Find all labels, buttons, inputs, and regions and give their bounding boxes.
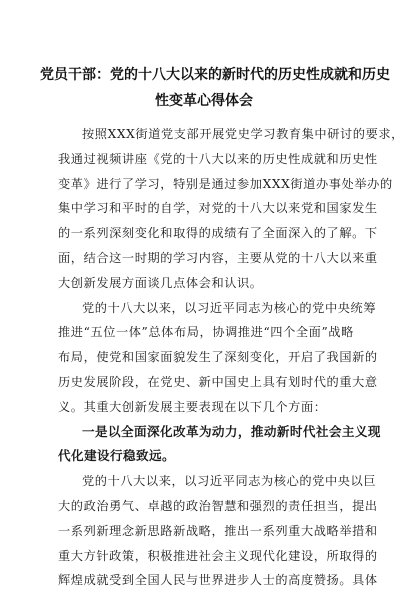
body-text-line: 面，结合这一时期的学习内容，主要从党的十八大以来重 <box>58 250 378 265</box>
body-text-line: 党的十八大以来，以习近平同志为核心的党中央统筹 <box>82 300 377 315</box>
body-text-line: 的一系列深刻变化和取得的成绩有了全面深入的了解。下 <box>58 226 378 241</box>
title-line-2: 性变革心得体会 <box>155 93 253 109</box>
body-text-line: 集中学习和平时的自学，对党的十八大以来党和国家发生 <box>58 201 378 216</box>
body-text-line: 变革》进行了学习，特别是通过参加XXX街道办事处举办的 <box>58 176 393 191</box>
body-text-line: 按照XXX街道党支部开展党史学习教育集中研讨的要求， <box>82 127 404 141</box>
section-heading-line: 代化建设行稳致远。 <box>58 448 175 464</box>
body-text-line: 一系列新理念新思路新战略，推出一系列重大战略举措和 <box>58 523 378 538</box>
body-text-line: 历史发展阶段，在党史、新中国史上具有划时代的重大意 <box>58 374 378 389</box>
body-text-line: 辉煌成就受到全国人民与世界进步人士的高度赞扬。具体 <box>58 573 378 588</box>
document-body <box>58 122 404 593</box>
body-text-line: 我通过视频讲座《党的十八大以来的历史性成就和历史性 <box>58 151 378 166</box>
body-text-line: 大创新发展方面谈几点体会和认识。 <box>58 275 263 290</box>
section-heading-line: 一是以全面深化改革为动力，推动新时代社会主义现 <box>82 423 381 439</box>
body-text-line: 重大方针政策，积极推进社会主义现代化建设，所取得的 <box>58 548 378 563</box>
body-text-line: 推进“五位一体”总体布局，协调推进“四个全面”战略 <box>58 325 354 340</box>
body-text-line: 大的政治勇气、卓越的政治智慧和强烈的责任担当，提出 <box>58 498 378 513</box>
body-text-line: 义。其重大创新发展主要表现在以下几个方面： <box>58 399 327 414</box>
body-text-line: 党的十八大以来，以习近平同志为核心的党中央以巨 <box>82 474 377 489</box>
body-text-line: 布局，使党和国家面貌发生了深刻变化，开启了我国新的 <box>58 350 378 365</box>
title-line-1: 党员干部：党的十八大以来的新时代的历史性成就和历史 <box>40 67 390 83</box>
document-title <box>40 62 390 114</box>
